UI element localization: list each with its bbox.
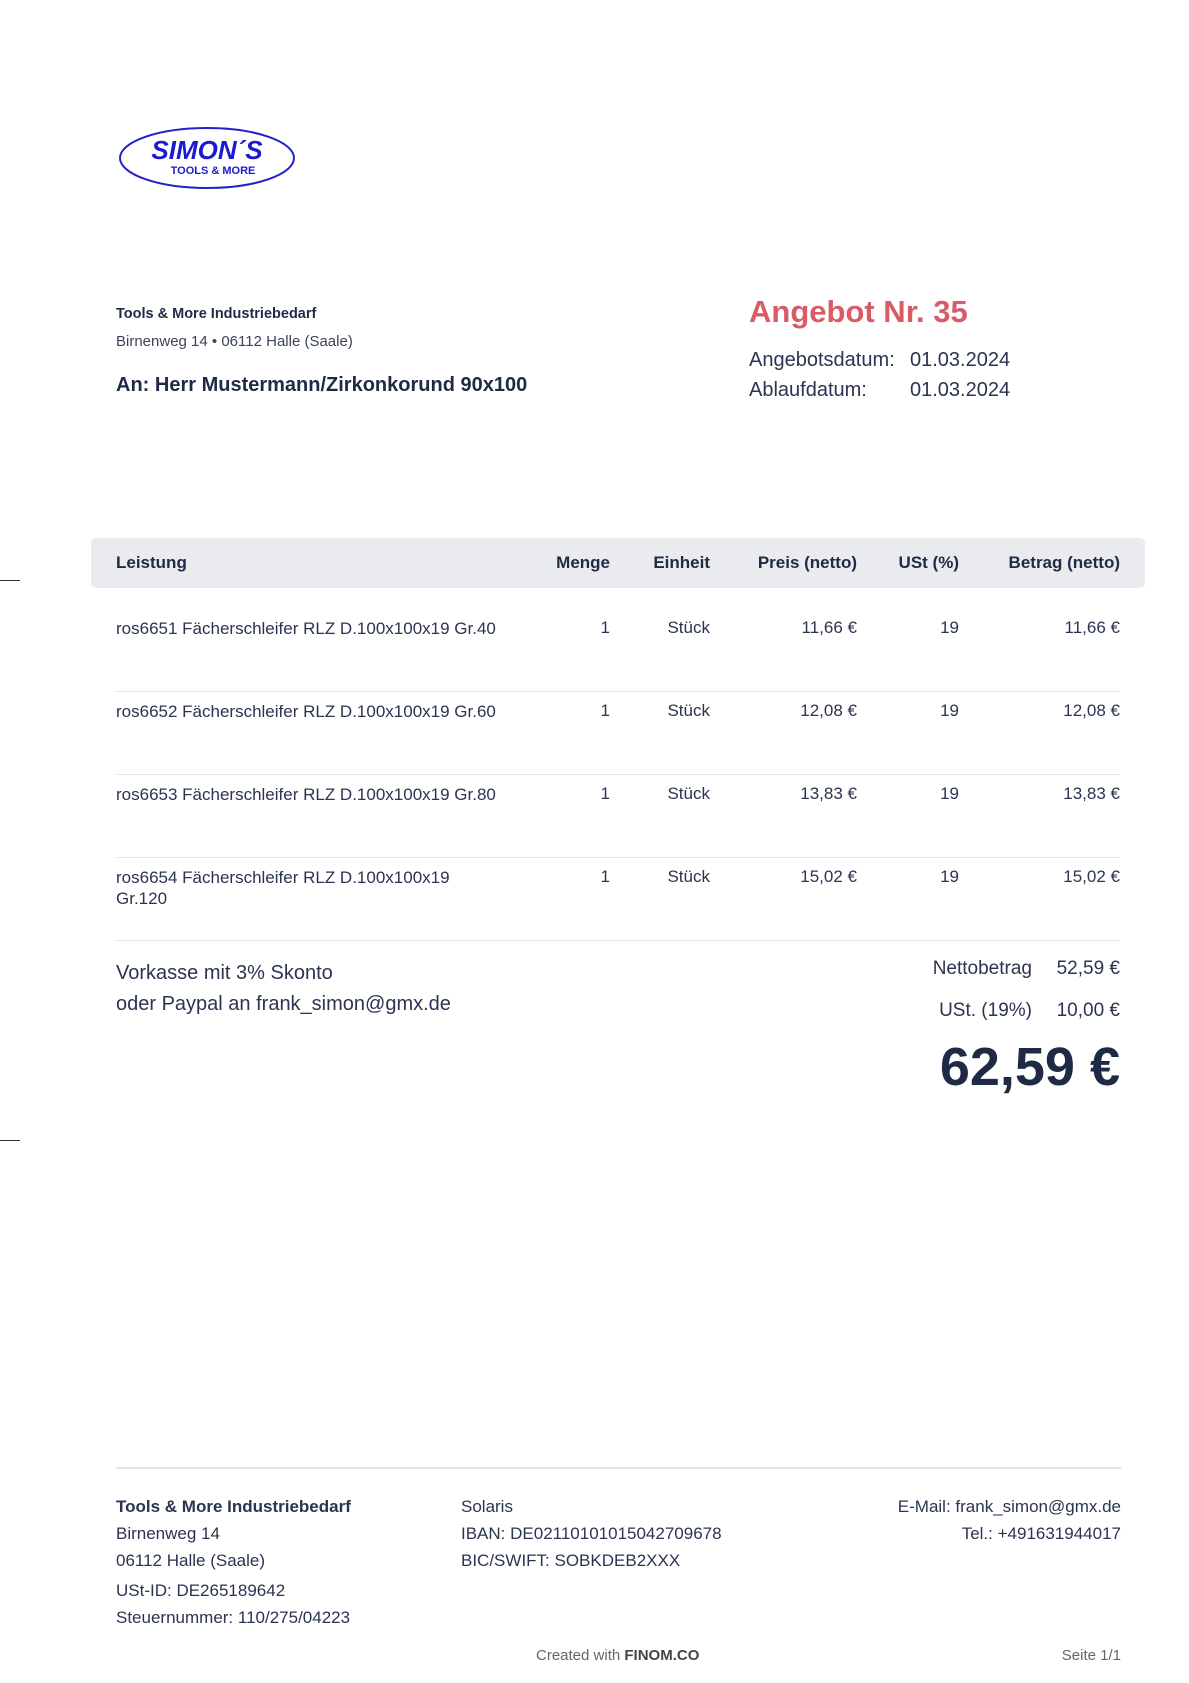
footer-bank: Solaris [461,1497,513,1516]
finom-link[interactable]: FINOM.CO [624,1647,700,1664]
header-vat: USt (%) [898,553,959,572]
item-unit: Stück [667,867,710,886]
item-amount: 15,02 € [1063,867,1120,886]
footer-phone: Tel.: +491631944017 [961,1524,1121,1543]
footer-email: E-Mail: frank_simon@gmx.de [897,1497,1121,1516]
offer-date: 01.03.2024 [910,349,1011,371]
svg-text:SIMON´S: SIMON´S [151,135,263,165]
header-amount: Betrag (netto) [1008,553,1120,572]
total-amount: 62,59 € [939,1037,1120,1097]
table-row [116,857,1120,941]
item-amount: 13,83 € [1063,784,1120,803]
item-amount: 11,66 € [1064,618,1120,637]
footer-company: Tools & More Industriebedarf [116,1497,351,1516]
footer-city: 06112 Halle (Saale) [116,1551,265,1570]
header-service: Leistung [116,553,187,572]
item-price: 15,02 € [800,867,857,886]
expiry-date: 01.03.2024 [910,379,1011,401]
offer-title: Angebot Nr. 35 [749,294,968,329]
header-price: Preis (netto) [757,553,857,572]
vat-label: USt. (19%) [939,1000,1032,1021]
footer-iban: IBAN: DE02110101015042709678 [461,1524,722,1543]
separator-dot: • [211,333,218,350]
footer-street: Birnenweg 14 [116,1524,220,1543]
item-vat: 19 [940,867,959,886]
table-header [91,538,1145,588]
payment-line-2: oder Paypal an frank_simon@gmx.de [116,993,451,1015]
net-label: Nettobetrag [932,958,1032,979]
fold-mark-top [0,580,20,581]
footer-vat-id: USt-ID: DE265189642 [116,1581,286,1600]
item-amount: 12,08 € [1063,701,1120,720]
footer-divider [116,1467,1121,1469]
table-row [116,608,1120,692]
offer-date-label: Angebotsdatum: [749,349,895,371]
item-quantity: 1 [600,618,610,637]
recipient: An: Herr Mustermann/Zirkonkorund 90x100 [116,374,528,396]
fold-mark-bottom [0,1140,20,1141]
sender-name: Tools & More Industriebedarf [116,306,317,322]
expiry-date-label: Ablaufdatum: [749,379,867,401]
company-logo [117,124,297,192]
payment-line-1: Vorkasse mit 3% Skonto [116,962,333,984]
item-description: ros6652 Fächerschleifer RLZ D.100x100x19 Gr.60 [116,702,496,721]
header-quantity: Menge [556,553,610,572]
item-price: 13,83 € [800,784,857,803]
header-unit: Einheit [653,553,710,572]
sender-address [116,333,353,350]
sender-city: 06112 Halle (Saale) [221,333,353,350]
item-unit: Stück [667,701,710,720]
created-prefix: Created with [536,1647,621,1664]
item-price: 11,66 € [801,618,857,637]
table-row [116,691,1120,775]
page-number: Seite 1/1 [1061,1647,1121,1664]
item-description: ros6653 Fächerschleifer RLZ D.100x100x19 Gr.80 [116,785,496,804]
item-vat: 19 [940,784,959,803]
item-description: ros6651 Fächerschleifer RLZ D.100x100x19 Gr.40 [116,619,496,638]
vat-amount: 10,00 € [1056,1000,1120,1021]
footer-tax-number: Steuernummer: 110/275/04223 [116,1608,351,1627]
item-quantity: 1 [600,867,610,886]
item-price: 12,08 € [800,701,857,720]
item-quantity: 1 [600,701,610,720]
item-unit: Stück [667,618,710,637]
net-amount: 52,59 € [1056,958,1120,979]
item-quantity: 1 [600,784,610,803]
sender-street: Birnenweg 14 [116,333,208,350]
footer-bic: BIC/SWIFT: SOBKDEB2XXX [461,1551,681,1570]
item-vat: 19 [940,618,959,637]
created-with [536,1647,699,1664]
svg-text:TOOLS & MORE: TOOLS & MORE [170,165,256,177]
table-row [116,774,1120,858]
item-unit: Stück [667,784,710,803]
item-description: ros6654 Fächerschleifer RLZ D.100x100x19 Gr.120 [116,868,450,908]
item-vat: 19 [940,701,959,720]
